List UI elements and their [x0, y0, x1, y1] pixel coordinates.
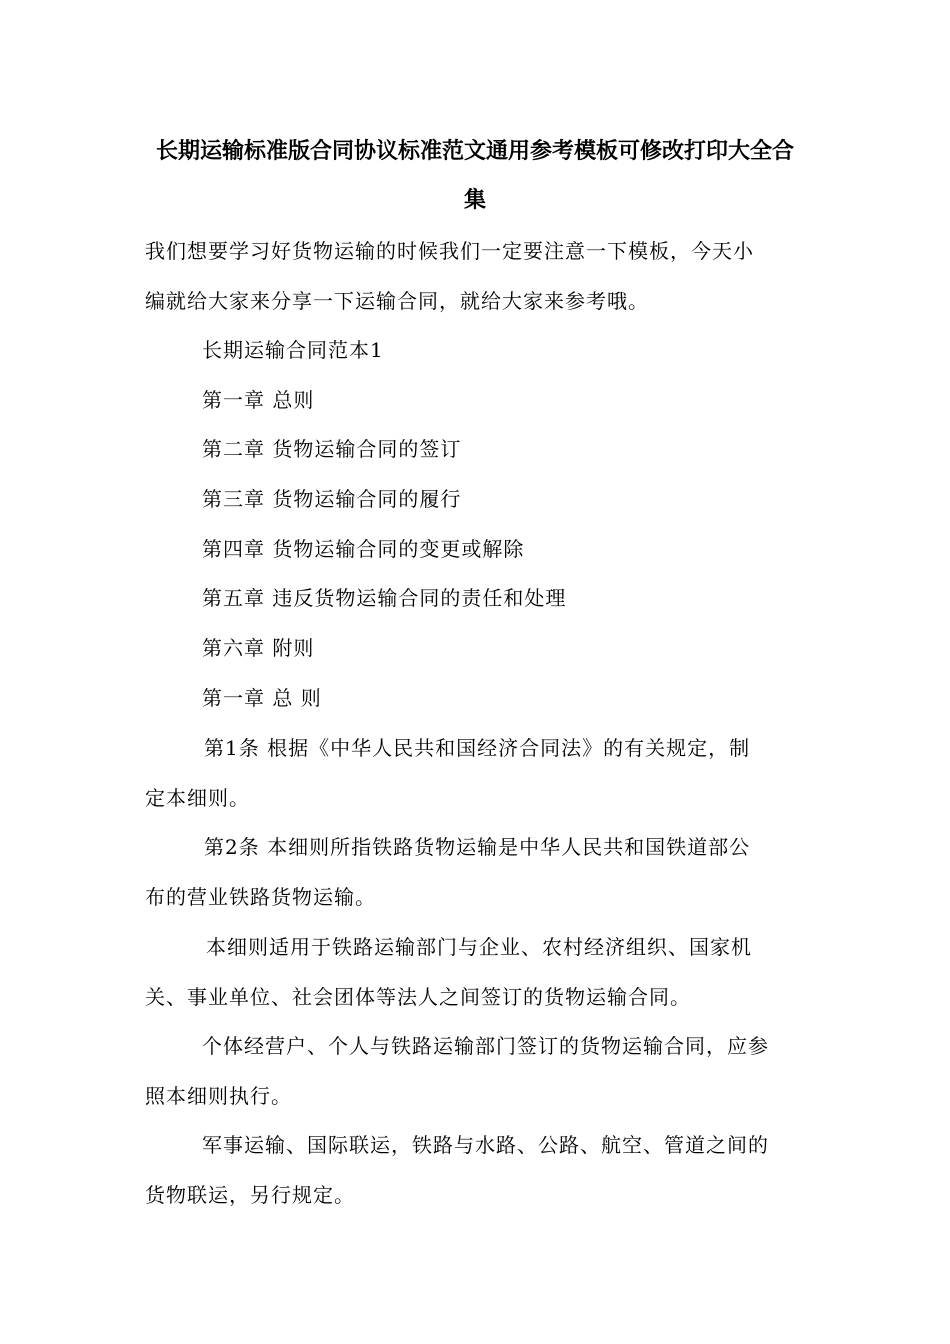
- article-2-line-2: 布的营业铁路货物运输。: [145, 885, 376, 909]
- toc-item-chapter-6: 第六章 附则: [202, 636, 315, 660]
- article-2-line-1: 第2条 本细则所指铁路货物运输是中华人民共和国铁道部公: [204, 835, 751, 859]
- toc-item-chapter-2: 第二章 货物运输合同的签订: [202, 437, 462, 461]
- document-title-line-2: 集: [463, 188, 486, 213]
- intro-line-2: 编就给大家来分享一下运输合同，就给大家来参考哦。: [145, 289, 649, 313]
- toc-item-chapter-3: 第三章 货物运输合同的履行: [202, 487, 462, 511]
- individual-paragraph-line-2: 照本细则执行。: [145, 1084, 292, 1108]
- intro-line-1: 我们想要学习好货物运输的时候我们一定要注意一下模板，今天小: [145, 239, 754, 263]
- toc-item-chapter-5: 第五章 违反货物运输合同的责任和处理: [202, 586, 567, 610]
- article-1-line-1: 第1条 根据《中华人民共和国经济合同法》的有关规定，制: [204, 736, 751, 760]
- document-title-line-1: 长期运输标准版合同协议标准范文通用参考模板可修改打印大全合: [155, 139, 794, 164]
- chapter-1-heading: 第一章 总 则: [202, 686, 322, 710]
- article-1-line-2: 定本细则。: [145, 786, 250, 810]
- scope-paragraph-line-2: 关、事业单位、社会团体等法人之间签订的货物运输合同。: [145, 985, 691, 1009]
- military-paragraph-line-1: 军事运输、国际联运，铁路与水路、公路、航空、管道之间的: [202, 1133, 769, 1157]
- sample-heading: 长期运输合同范本1: [202, 338, 384, 362]
- scope-paragraph-line-1: 本细则适用于铁路运输部门与企业、农村经济组织、国家机: [206, 935, 752, 959]
- military-paragraph-line-2: 货物联运，另行规定。: [145, 1183, 355, 1207]
- toc-item-chapter-1: 第一章 总则: [202, 388, 315, 412]
- toc-item-chapter-4: 第四章 货物运输合同的变更或解除: [202, 537, 525, 561]
- individual-paragraph-line-1: 个体经营户、个人与铁路运输部门签订的货物运输合同，应参: [202, 1034, 769, 1058]
